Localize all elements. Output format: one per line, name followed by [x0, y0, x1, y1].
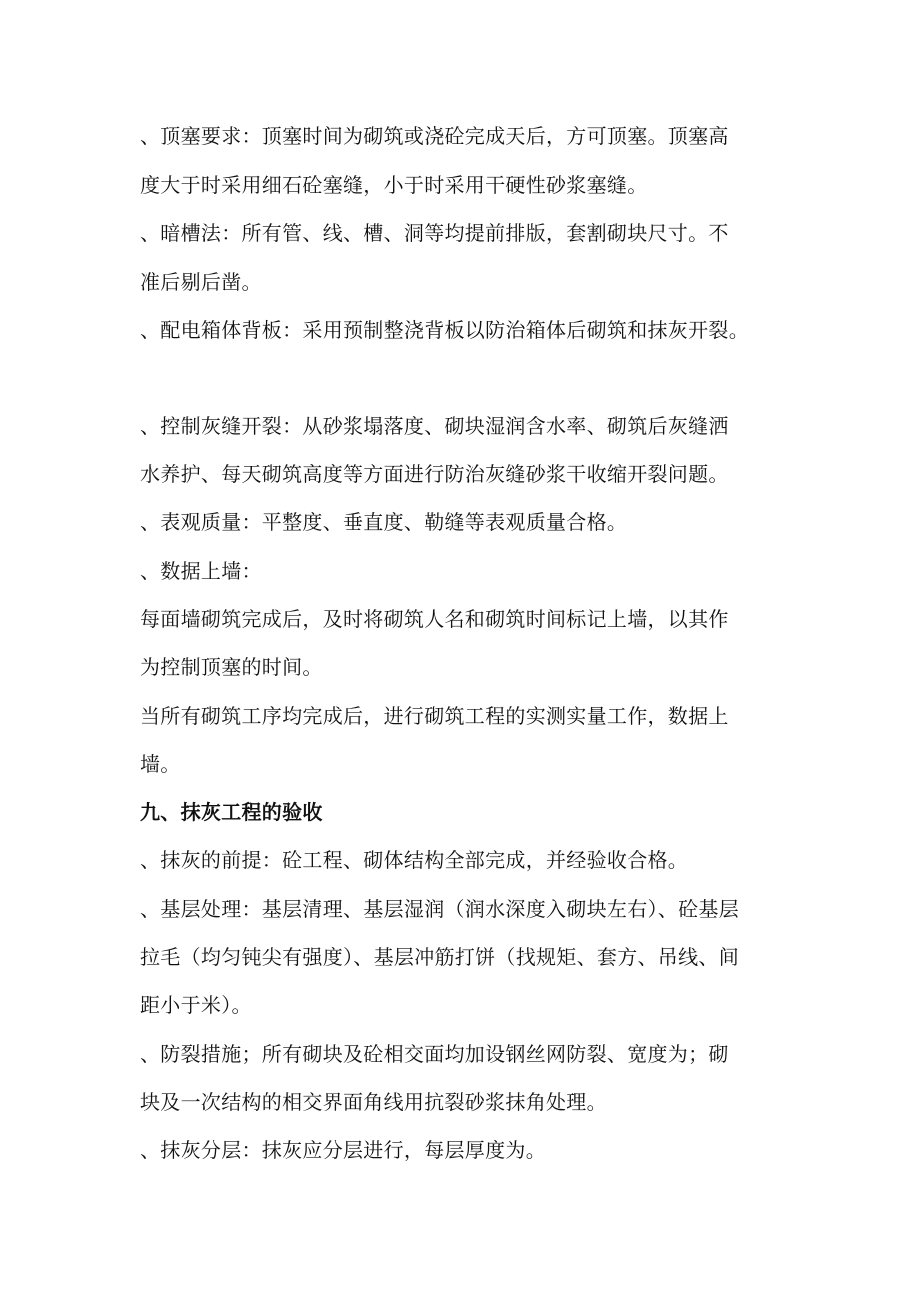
text-line: 准后剔后凿。: [140, 270, 262, 294]
text-line: 每面墙砌筑完成后，及时将砌筑人名和砌筑时间标记上墙，以其作: [140, 607, 729, 631]
text-line: 、基层处理：基层清理、基层湿润（润水深度入砌块左右）、砼基层: [140, 897, 739, 921]
text-line: 拉毛（均匀钝尖有强度）、基层冲筋打饼（找规矩、套方、吊线、间: [140, 945, 739, 969]
text-line: 、防裂措施；所有砌块及砼相交面均加设钢丝网防裂、宽度为；砌: [140, 1042, 729, 1066]
text-line: 距小于米）。: [140, 993, 252, 1017]
text-line: 、表观质量：平整度、垂直度、勒缝等表观质量合格。: [140, 510, 628, 534]
text-line: 、暗槽法：所有管、线、槽、洞等均提前排版，套割砌块尺寸。不: [140, 221, 729, 245]
text-line: 墙。: [140, 752, 181, 776]
text-line: 为控制顶塞的时间。: [140, 655, 323, 679]
text-line: 水养护、每天砌筑高度等方面进行防治灰缝砂浆干收缩开裂问题。: [140, 462, 729, 486]
text-line: 、抹灰分层：抹灰应分层进行，每层厚度为。: [140, 1138, 546, 1162]
text-line: 、控制灰缝开裂：从砂浆塌落度、砌块湿润含水率、砌筑后灰缝洒: [140, 414, 729, 438]
section-heading: 九、抹灰工程的验收: [140, 800, 323, 824]
text-line: 块及一次结构的相交界面角线用抗裂砂浆抹角处理。: [140, 1090, 607, 1114]
text-line: 、抹灰的前提：砼工程、砌体结构全部完成，并经验收合格。: [140, 848, 689, 872]
text-line: 、配电箱体背板：采用预制整浇背板以防治箱体后砌筑和抹灰开裂。: [140, 318, 749, 342]
text-line: 、顶塞要求：顶塞时间为砌筑或浇砼完成天后，方可顶塞。顶塞高: [140, 124, 729, 148]
text-line: 、数据上墙：: [140, 559, 262, 583]
text-line: 当所有砌筑工序均完成后，进行砌筑工程的实测实量工作，数据上: [140, 704, 729, 728]
text-line: 度大于时采用细石砼塞缝，小于时采用干硬性砂浆塞缝。: [140, 173, 648, 197]
